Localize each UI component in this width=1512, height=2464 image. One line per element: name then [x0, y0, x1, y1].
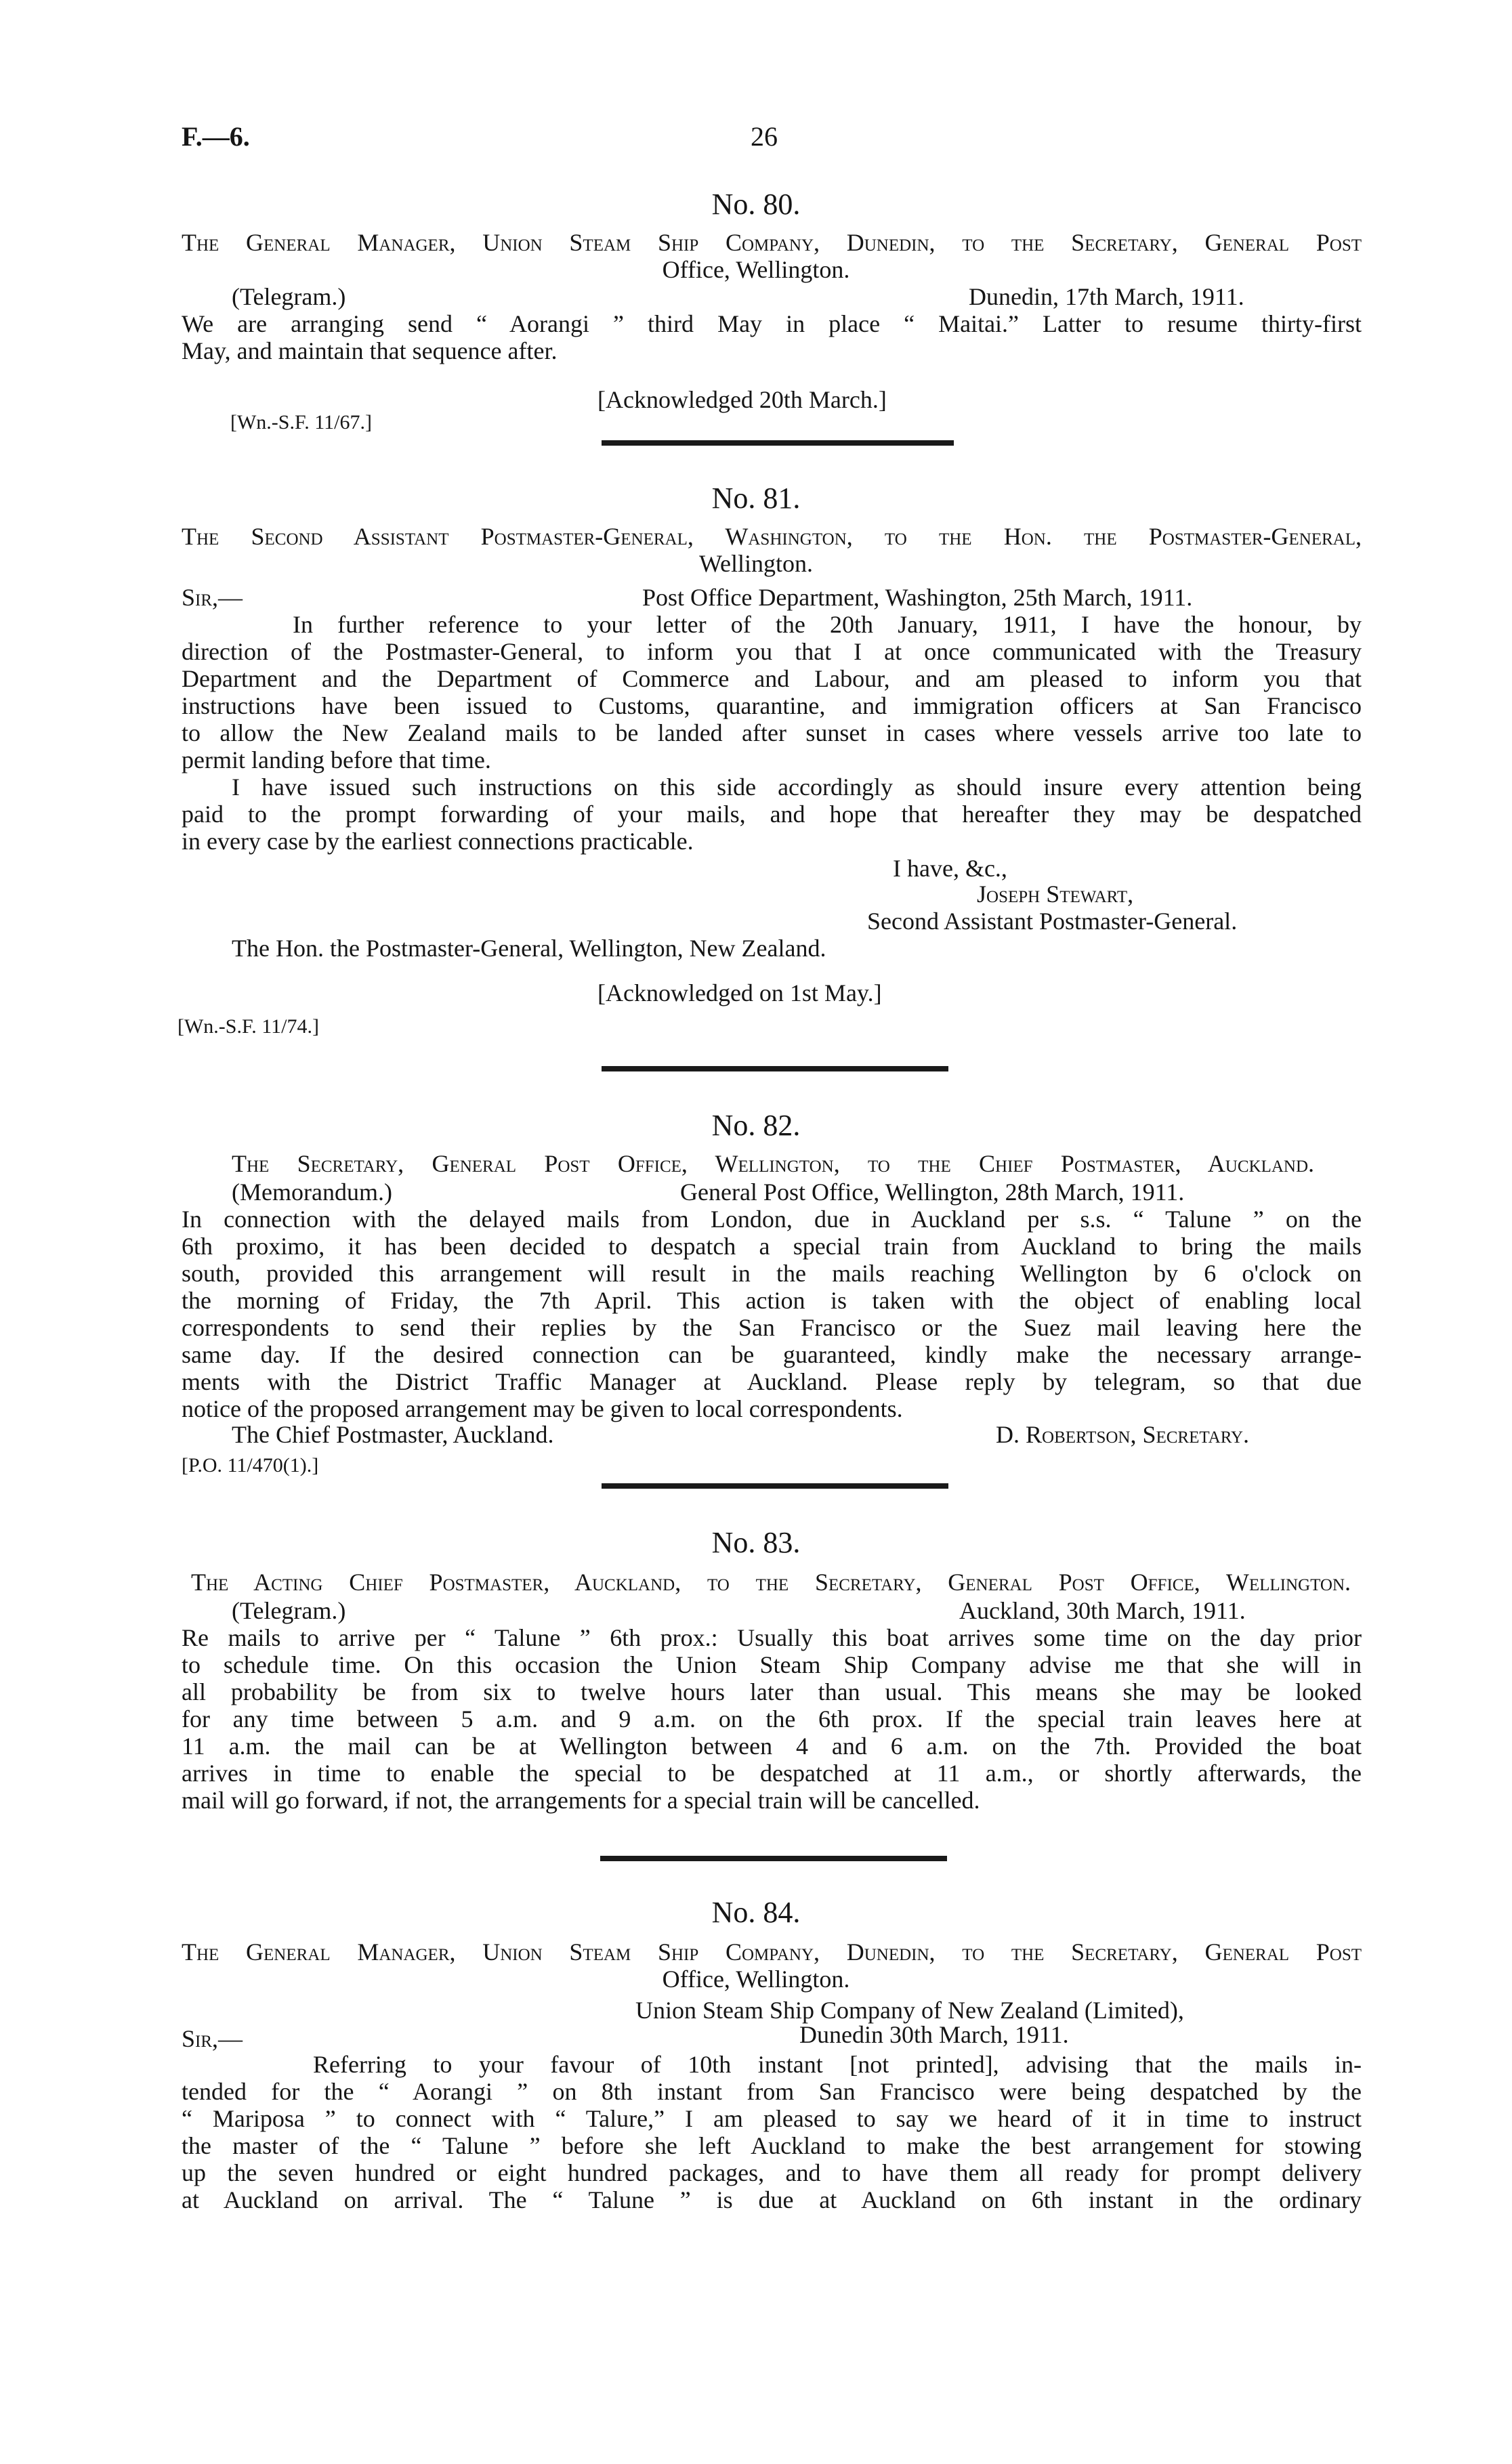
- item-number-83: No. 83.: [711, 1526, 801, 1559]
- item-81-heading-cont: Wellington.: [698, 550, 814, 577]
- item-81-place-date: Post Office Department, Washington, 25th March, 1911.: [642, 584, 1193, 611]
- item-81-acknowledged: [Acknowledged on 1st May.]: [597, 979, 882, 1006]
- item-81-body-line: I have issued such instructions on this side accordingly as should insure every attention being: [232, 773, 1362, 801]
- item-80-body-line: May, and maintain that sequence after.: [182, 337, 558, 364]
- item-84-body-line: up the seven hundred or eight hundred packages, and to have them all ready for prompt delivery: [182, 2159, 1362, 2186]
- item-82-body-line: 6th proximo, it has been decided to despatch a special train from Auckland to bring the mails: [182, 1233, 1362, 1260]
- item-83-body-line: to schedule time. On this occasion the Union Steam Ship Company advise me that she will in: [182, 1651, 1362, 1678]
- item-84-body-line: Referring to your favour of 10th instant [not printed], advising that the mails in-: [313, 2051, 1362, 2078]
- item-84-heading-cont: Office, Wellington.: [662, 1966, 850, 1993]
- item-83-body-line: for any time between 5 a.m. and 9 a.m. on the 6th prox. If the special train leaves here at: [182, 1705, 1362, 1733]
- item-82-heading: The Secretary, General Post Office, Wellington, to the Chief Postmaster, Auckland.: [232, 1150, 1314, 1177]
- item-81-heading: The Second Assistant Postmaster-General, Washington, to the Hon. the Postmaster-General,: [182, 523, 1362, 550]
- item-80-kind: (Telegram.): [232, 283, 346, 310]
- section-divider: [602, 1066, 948, 1071]
- item-83-body-line: arrives in time to enable the special to be despatched at 11 a.m., or shortly afterwards, the: [182, 1760, 1362, 1787]
- item-82-body-line: correspondents to send their replies by the San Francisco or the Suez mail leaving here the: [182, 1314, 1362, 1341]
- item-80-heading: The General Manager, Union Steam Ship Company, Dunedin, to the Secretary, General Post: [182, 229, 1362, 256]
- item-82-body-line: notice of the proposed arrangement may be given to local correspondents.: [182, 1395, 903, 1422]
- item-80-acknowledged: [Acknowledged 20th March.]: [597, 386, 887, 413]
- item-84-salutation: Sir,—: [182, 2025, 243, 2052]
- item-81-body-line: In further reference to your letter of the 20th January, 1911, I have the honour, by: [293, 611, 1362, 638]
- item-81-reference: [Wn.-S.F. 11/74.]: [177, 1015, 319, 1038]
- item-81-body-line: to allow the New Zealand mails to be landed after sunset in cases where vessels arrive too late to: [182, 719, 1362, 746]
- item-84-body-line: tended for the “ Aorangi ” on 8th instant from San Francisco were being despatched by the: [182, 2078, 1362, 2105]
- item-number-80: No. 80.: [711, 188, 801, 221]
- item-82-signer: D. Robertson, Secretary.: [996, 1421, 1250, 1448]
- item-81-body-line: instructions have been issued to Customs, quarantine, and immigration officers at San Francisco: [182, 692, 1362, 719]
- item-82-body-line: ments with the District Traffic Manager at Auckland. Please reply by telegram, so that due: [182, 1368, 1362, 1395]
- item-83-body-line: all probability be from six to twelve hours later than usual. This means she may be looked: [182, 1678, 1362, 1705]
- item-84-place-date: Dunedin 30th March, 1911.: [799, 2021, 1069, 2048]
- item-81-body-line: permit landing before that time.: [182, 746, 491, 773]
- item-number-81: No. 81.: [711, 482, 801, 515]
- item-81-closing: I have, &c.,: [893, 855, 1007, 882]
- item-number-82: No. 82.: [711, 1109, 801, 1142]
- item-81-body-line: direction of the Postmaster-General, to inform you that I at once communicated with the Treasury: [182, 638, 1362, 665]
- section-divider: [602, 1483, 948, 1489]
- item-82-body-line: same day. If the desired connection can be guaranteed, kindly make the necessary arrange-: [182, 1341, 1362, 1368]
- item-82-addressee: The Chief Postmaster, Auckland.: [232, 1421, 554, 1448]
- item-82-body-line: In connection with the delayed mails from London, due in Auckland per s.s. “ Talune ” on the: [182, 1206, 1362, 1233]
- item-81-signer-title: Second Assistant Postmaster-General.: [867, 908, 1238, 935]
- section-divider: [602, 440, 954, 446]
- item-82-body-line: south, provided this arrangement will result in the mails reaching Wellington by 6 o'clock on: [182, 1260, 1362, 1287]
- item-83-body-line: Re mails to arrive per “ Talune ” 6th prox.: Usually this boat arrives some time on the day prior: [182, 1624, 1362, 1651]
- item-80-heading-cont: Office, Wellington.: [662, 256, 850, 283]
- item-83-kind: (Telegram.): [232, 1597, 346, 1624]
- item-84-body-line: the master of the “ Talune ” before she left Auckland to make the best arrangement for stowing: [182, 2132, 1362, 2159]
- item-84-company: Union Steam Ship Company of New Zealand (Limited),: [635, 1997, 1184, 2024]
- item-81-addressee: The Hon. the Postmaster-General, Wellington, New Zealand.: [232, 935, 826, 962]
- item-80-body-line: We are arranging send “ Aorangi ” third May in place “ Maitai.” Latter to resume thirty-first: [182, 310, 1362, 337]
- item-81-body-line: paid to the prompt forwarding of your mails, and hope that hereafter they may be despatched: [182, 801, 1362, 828]
- item-81-body-line: in every case by the earliest connections practicable.: [182, 828, 694, 855]
- page-number: 26: [751, 121, 778, 152]
- item-82-place-date: General Post Office, Wellington, 28th March, 1911.: [680, 1178, 1185, 1206]
- item-83-heading: The Acting Chief Postmaster, Auckland, to the Secretary, General Post Office, Wellington.: [191, 1569, 1351, 1596]
- item-84-heading: The General Manager, Union Steam Ship Company, Dunedin, to the Secretary, General Post: [182, 1938, 1362, 1966]
- item-84-body-line: “ Mariposa ” to connect with “ Talure,” I am pleased to say we heard of it in time to instruct: [182, 2105, 1362, 2132]
- item-82-reference: [P.O. 11/470(1).]: [182, 1454, 319, 1477]
- item-81-salutation: Sir,—: [182, 584, 243, 611]
- item-83-place-date: Auckland, 30th March, 1911.: [959, 1597, 1246, 1624]
- item-81-signer: Joseph Stewart,: [977, 880, 1134, 908]
- item-83-body-line: mail will go forward, if not, the arrangements for a special train will be cancelled.: [182, 1787, 980, 1814]
- item-83-body-line: 11 a.m. the mail can be at Wellington between 4 and 6 a.m. on the 7th. Provided the boat: [182, 1733, 1362, 1760]
- item-80-reference: [Wn.-S.F. 11/67.]: [230, 411, 372, 433]
- item-number-84: No. 84.: [711, 1896, 801, 1929]
- section-divider: [600, 1856, 947, 1861]
- item-81-body-line: Department and the Department of Commerce and Labour, and am pleased to inform you that: [182, 665, 1362, 692]
- document-code: F.—6.: [182, 121, 250, 152]
- item-82-kind: (Memorandum.): [232, 1178, 392, 1206]
- item-80-place-date: Dunedin, 17th March, 1911.: [969, 283, 1244, 310]
- item-82-body-line: the morning of Friday, the 7th April. This action is taken with the object of enabling local: [182, 1287, 1362, 1314]
- item-84-body-line: at Auckland on arrival. The “ Talune ” is due at Auckland on 6th instant in the ordinary: [182, 2186, 1362, 2213]
